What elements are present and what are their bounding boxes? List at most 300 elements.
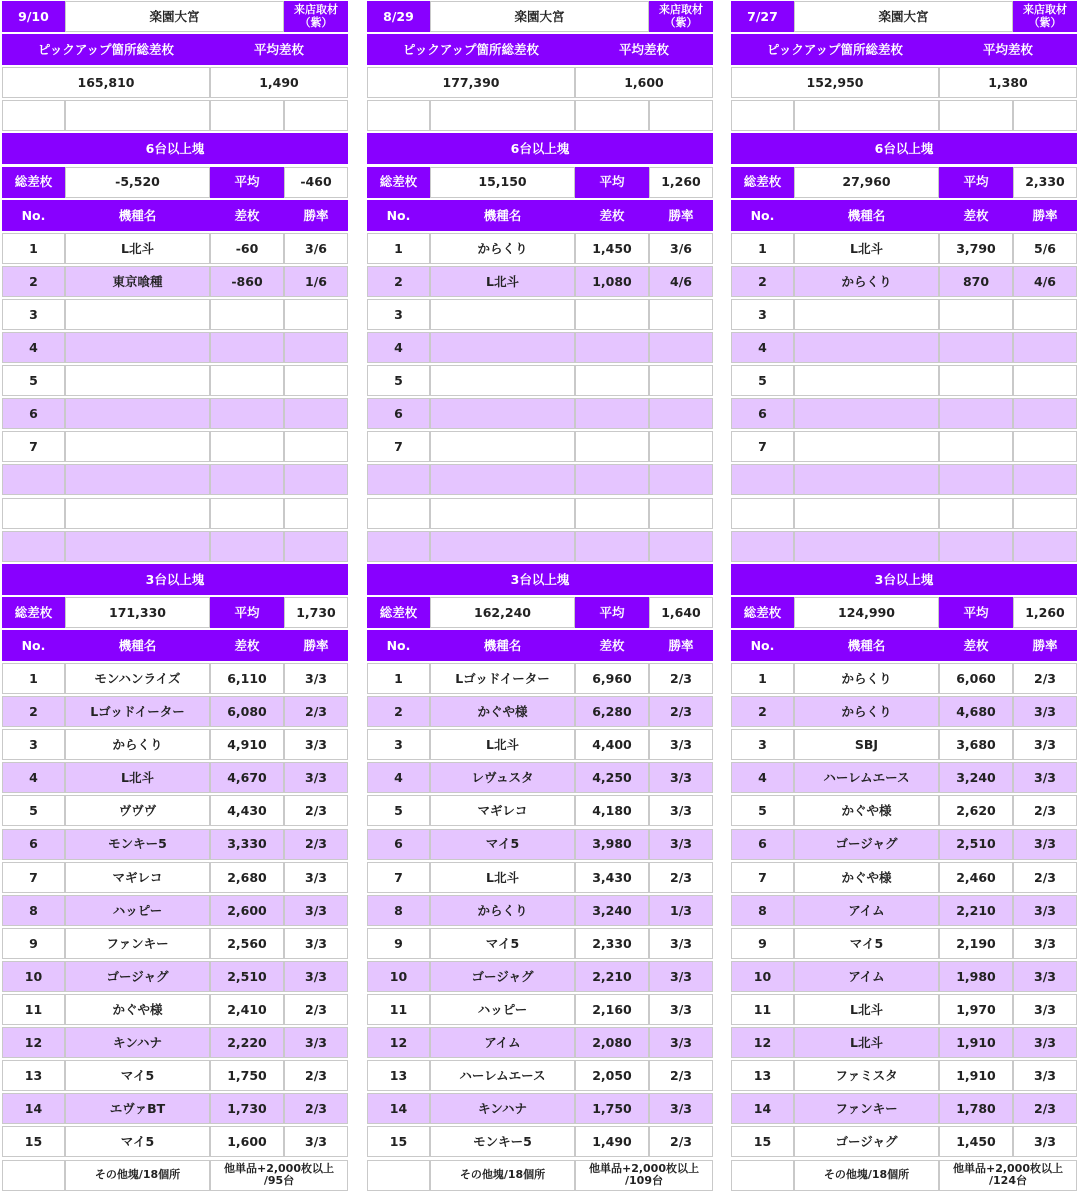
blank-cell (2, 1160, 65, 1191)
blank-cell (210, 498, 284, 529)
row-no: 1 (731, 233, 794, 264)
blank-cell (284, 100, 348, 131)
six-table-row (367, 265, 713, 298)
six-table-row (731, 497, 1077, 530)
row-no: 2 (2, 266, 65, 297)
six-avg-label: 平均 (210, 167, 284, 198)
blank-cell (939, 531, 1013, 562)
six-total-value: 27,960 (794, 167, 939, 198)
six-table-row (731, 397, 1077, 430)
six-section-title: 6台以上塊 (367, 133, 713, 164)
blank-cell (2, 498, 65, 529)
three-table-row (731, 1026, 1077, 1059)
row-diff: 2,080 (575, 1027, 649, 1058)
row-winrate: 3/3 (284, 862, 348, 893)
row-winrate: 3/3 (649, 1093, 713, 1124)
col-no: No. (2, 200, 65, 231)
row-diff: 3,330 (210, 829, 284, 860)
six-table-row (731, 232, 1077, 265)
row-winrate: 2/3 (649, 1060, 713, 1091)
row-winrate: 3/3 (1013, 762, 1077, 793)
row-winrate: 3/3 (1013, 696, 1077, 727)
col-diff: 差枚 (939, 630, 1013, 661)
col-no: No. (2, 630, 65, 661)
row-no: 9 (367, 928, 430, 959)
section-header-three (367, 563, 713, 596)
pickup-avg-value: 1,490 (210, 67, 348, 98)
three-total-value: 124,990 (794, 597, 939, 628)
row-machine: からくり (794, 266, 939, 297)
row-diff: 4,250 (575, 762, 649, 793)
row-winrate: 4/6 (649, 266, 713, 297)
three-table-row (2, 761, 348, 794)
blank-cell (575, 100, 649, 131)
six-total-value: 15,150 (430, 167, 575, 198)
row-machine: からくり (794, 696, 939, 727)
col-winrate: 勝率 (284, 630, 348, 661)
row-diff: 1,750 (210, 1060, 284, 1091)
row-machine: ファミスタ (794, 1060, 939, 1091)
row-winrate: 2/3 (1013, 1093, 1077, 1124)
row-winrate: 1/3 (649, 895, 713, 926)
row-machine: ハーレムエース (794, 762, 939, 793)
blank-cell (731, 1160, 794, 1191)
row-no: 14 (367, 1093, 430, 1124)
row-diff: 1,490 (575, 1126, 649, 1157)
six-table-row (731, 331, 1077, 364)
three-summary-row (367, 596, 713, 629)
row-diff: 6,110 (210, 663, 284, 694)
row-winrate: 3/3 (284, 1126, 348, 1157)
row-winrate (284, 299, 348, 330)
row-machine: ゴージャグ (794, 829, 939, 860)
three-total-label: 総差枚 (367, 597, 430, 628)
row-no: 14 (2, 1093, 65, 1124)
visit-tag: 来店取材 （紫） (1013, 1, 1077, 32)
blank-cell (65, 531, 210, 562)
blank-cell (575, 498, 649, 529)
row-diff: 6,280 (575, 696, 649, 727)
col-diff: 差枚 (210, 200, 284, 231)
row-no: 13 (367, 1060, 430, 1091)
row-machine: ゴージャグ (794, 1126, 939, 1157)
blank-row (2, 99, 348, 132)
row-no: 1 (2, 233, 65, 264)
row-winrate: 3/3 (1013, 729, 1077, 760)
row-machine: L北斗 (430, 266, 575, 297)
six-total-value: -5,520 (65, 167, 210, 198)
row-machine (430, 431, 575, 462)
six-avg-label: 平均 (575, 167, 649, 198)
row-winrate: 3/3 (649, 994, 713, 1025)
visit-tag: 来店取材 （紫） (284, 1, 348, 32)
six-table-row (2, 430, 348, 463)
row-diff: 2,460 (939, 862, 1013, 893)
row-winrate (284, 398, 348, 429)
three-table-row (731, 1092, 1077, 1125)
row-machine: キンハナ (65, 1027, 210, 1058)
row-diff (210, 299, 284, 330)
six-table-row (731, 430, 1077, 463)
six-table-row (367, 430, 713, 463)
row-machine: レヴュスタ (430, 762, 575, 793)
three-total-label: 総差枚 (731, 597, 794, 628)
row-machine (794, 365, 939, 396)
three-table-row (367, 761, 713, 794)
blank-cell (430, 464, 575, 495)
pickup-total-label: ピックアップ箇所総差枚 (367, 34, 575, 65)
row-diff: 2,190 (939, 928, 1013, 959)
three-section-title: 3台以上塊 (367, 564, 713, 595)
blank-cell (367, 1160, 430, 1191)
row-winrate: 2/3 (284, 1093, 348, 1124)
row-no: 1 (367, 663, 430, 694)
three-table-row (2, 728, 348, 761)
six-table-row (367, 530, 713, 563)
row-machine: キンハナ (430, 1093, 575, 1124)
pickup-total-label: ピックアップ箇所総差枚 (2, 34, 210, 65)
store-name: 楽園大宮 (65, 1, 284, 32)
pickup-total-label: ピックアップ箇所総差枚 (731, 34, 939, 65)
row-winrate: 3/3 (649, 762, 713, 793)
three-summary-row (2, 596, 348, 629)
six-summary-row (2, 166, 348, 199)
six-table-row (2, 364, 348, 397)
row-machine: L北斗 (794, 1027, 939, 1058)
row-machine: かぐや様 (65, 994, 210, 1025)
col-diff: 差枚 (210, 630, 284, 661)
row-winrate (1013, 299, 1077, 330)
six-table-row (2, 232, 348, 265)
six-total-label: 総差枚 (367, 167, 430, 198)
footer-other: その他塊/18個所 (794, 1160, 939, 1191)
six-total-label: 総差枚 (731, 167, 794, 198)
row-no: 15 (731, 1126, 794, 1157)
three-table-row (367, 662, 713, 695)
row-machine: ヴヴヴ (65, 795, 210, 826)
footer-row (367, 1159, 713, 1192)
blank-cell (1013, 464, 1077, 495)
three-table-row (731, 828, 1077, 861)
row-diff (575, 431, 649, 462)
row-winrate: 1/6 (284, 266, 348, 297)
three-table-row (731, 662, 1077, 695)
row-winrate: 3/6 (649, 233, 713, 264)
section-header-three (2, 563, 348, 596)
row-winrate: 2/3 (1013, 663, 1077, 694)
row-winrate: 4/6 (1013, 266, 1077, 297)
row-winrate: 2/3 (284, 829, 348, 860)
row-winrate: 3/3 (284, 961, 348, 992)
three-table-row (2, 794, 348, 827)
row-machine: L北斗 (430, 729, 575, 760)
three-table-row (367, 1026, 713, 1059)
six-section-title: 6台以上塊 (2, 133, 348, 164)
row-diff: -860 (210, 266, 284, 297)
six-avg-value: 1,260 (649, 167, 713, 198)
row-no: 4 (367, 332, 430, 363)
blank-cell (284, 531, 348, 562)
row-diff: 1,080 (575, 266, 649, 297)
blank-cell (649, 100, 713, 131)
three-column-header (367, 629, 713, 662)
row-diff: 1,600 (210, 1126, 284, 1157)
row-no: 3 (367, 729, 430, 760)
blank-cell (210, 531, 284, 562)
row-machine: 東京喰種 (65, 266, 210, 297)
section-header-three (731, 563, 1077, 596)
three-avg-value: 1,730 (284, 597, 348, 628)
row-winrate: 3/6 (284, 233, 348, 264)
row-machine: マギレコ (65, 862, 210, 893)
row-no: 5 (367, 365, 430, 396)
three-avg-value: 1,640 (649, 597, 713, 628)
date-label: 7/27 (731, 1, 794, 32)
row-no: 4 (731, 332, 794, 363)
row-diff: 4,430 (210, 795, 284, 826)
three-table-row (367, 1092, 713, 1125)
row-diff: 3,240 (575, 895, 649, 926)
row-no: 11 (731, 994, 794, 1025)
blank-cell (939, 100, 1013, 131)
row-no: 6 (731, 398, 794, 429)
six-table-row (2, 530, 348, 563)
three-avg-value: 1,260 (1013, 597, 1077, 628)
row-winrate (1013, 365, 1077, 396)
row-machine (794, 398, 939, 429)
row-diff: 3,980 (575, 829, 649, 860)
row-no: 3 (2, 729, 65, 760)
row-machine: ファンキー (794, 1093, 939, 1124)
row-winrate (649, 332, 713, 363)
pickup-total-value: 177,390 (367, 67, 575, 98)
col-winrate: 勝率 (649, 200, 713, 231)
pickup-avg-value: 1,600 (575, 67, 713, 98)
three-table-row (2, 662, 348, 695)
row-no: 8 (731, 895, 794, 926)
col-no: No. (731, 630, 794, 661)
six-column-header (367, 199, 713, 232)
row-machine: マイ5 (430, 829, 575, 860)
row-no: 5 (2, 365, 65, 396)
row-diff (939, 299, 1013, 330)
footer-other: その他塊/18個所 (65, 1160, 210, 1191)
col-machine: 機種名 (65, 200, 210, 231)
row-no: 6 (367, 829, 430, 860)
blank-cell (210, 100, 284, 131)
pickup-avg-value: 1,380 (939, 67, 1077, 98)
store-name: 楽園大宮 (430, 1, 649, 32)
row-machine (430, 365, 575, 396)
row-machine: Lゴッドイーター (65, 696, 210, 727)
row-no: 2 (731, 696, 794, 727)
row-winrate: 2/3 (1013, 795, 1077, 826)
three-table-row (2, 1092, 348, 1125)
row-diff: 2,600 (210, 895, 284, 926)
three-table-row (2, 927, 348, 960)
three-table-row (2, 1026, 348, 1059)
six-avg-value: 2,330 (1013, 167, 1077, 198)
three-section-title: 3台以上塊 (2, 564, 348, 595)
pickup-avg-label: 平均差枚 (575, 34, 713, 65)
row-diff: 1,780 (939, 1093, 1013, 1124)
col-winrate: 勝率 (1013, 200, 1077, 231)
col-diff: 差枚 (575, 200, 649, 231)
row-diff: 1,450 (575, 233, 649, 264)
col-winrate: 勝率 (649, 630, 713, 661)
row-winrate: 3/3 (284, 762, 348, 793)
six-section-title: 6台以上塊 (731, 133, 1077, 164)
row-no: 7 (367, 431, 430, 462)
six-table-row (367, 463, 713, 496)
row-no: 12 (731, 1027, 794, 1058)
three-table-row (367, 695, 713, 728)
three-table-row (731, 861, 1077, 894)
row-diff: 2,050 (575, 1060, 649, 1091)
section-header-six (2, 132, 348, 165)
row-diff: 2,560 (210, 928, 284, 959)
row-winrate: 3/3 (1013, 895, 1077, 926)
blank-cell (430, 100, 575, 131)
row-diff: 1,970 (939, 994, 1013, 1025)
row-winrate: 3/3 (284, 729, 348, 760)
blank-cell (575, 464, 649, 495)
row-winrate: 3/3 (649, 795, 713, 826)
row-no: 15 (367, 1126, 430, 1157)
six-table-row (731, 298, 1077, 331)
section-header-six (367, 132, 713, 165)
col-machine: 機種名 (65, 630, 210, 661)
three-total-label: 総差枚 (2, 597, 65, 628)
row-diff: 2,680 (210, 862, 284, 893)
row-diff (939, 365, 1013, 396)
row-machine: Lゴッドイーター (430, 663, 575, 694)
row-diff: 2,210 (575, 961, 649, 992)
three-table-row (731, 993, 1077, 1026)
blank-cell (65, 498, 210, 529)
row-winrate: 3/3 (1013, 1027, 1077, 1058)
row-no: 10 (2, 961, 65, 992)
three-section-title: 3台以上塊 (731, 564, 1077, 595)
row-diff: 3,680 (939, 729, 1013, 760)
row-diff: 1,910 (939, 1027, 1013, 1058)
row-diff: 1,910 (939, 1060, 1013, 1091)
three-total-value: 171,330 (65, 597, 210, 628)
three-table-row (731, 695, 1077, 728)
row-winrate: 3/3 (649, 1027, 713, 1058)
row-winrate: 3/3 (1013, 928, 1077, 959)
row-machine: モンハンライズ (65, 663, 210, 694)
three-avg-label: 平均 (575, 597, 649, 628)
row-machine: かぐや様 (794, 862, 939, 893)
six-table-row (731, 463, 1077, 496)
row-machine (794, 431, 939, 462)
row-winrate: 2/3 (284, 795, 348, 826)
blank-cell (284, 498, 348, 529)
row-diff: 1,730 (210, 1093, 284, 1124)
blank-cell (367, 464, 430, 495)
three-table-row (2, 894, 348, 927)
col-diff: 差枚 (939, 200, 1013, 231)
row-diff: 3,430 (575, 862, 649, 893)
row-machine: L北斗 (65, 762, 210, 793)
row-winrate (284, 431, 348, 462)
row-machine: マイ5 (430, 928, 575, 959)
row-winrate: 3/3 (284, 928, 348, 959)
pickup-total-value: 152,950 (731, 67, 939, 98)
row-no: 7 (731, 431, 794, 462)
row-machine (65, 332, 210, 363)
row-diff: -60 (210, 233, 284, 264)
row-winrate: 3/3 (649, 961, 713, 992)
row-diff (575, 332, 649, 363)
six-table-row (2, 298, 348, 331)
row-no: 7 (2, 431, 65, 462)
three-total-value: 162,240 (430, 597, 575, 628)
six-table-row (367, 331, 713, 364)
row-machine (794, 299, 939, 330)
row-diff: 4,670 (210, 762, 284, 793)
date-label: 9/10 (2, 1, 65, 32)
row-winrate (284, 365, 348, 396)
row-winrate (649, 398, 713, 429)
row-no: 6 (367, 398, 430, 429)
three-table-row (367, 960, 713, 993)
three-table-row (2, 828, 348, 861)
six-table-row (367, 364, 713, 397)
row-no: 5 (731, 795, 794, 826)
row-winrate (1013, 332, 1077, 363)
blank-cell (1013, 531, 1077, 562)
three-table-row (2, 1125, 348, 1158)
row-winrate: 3/3 (284, 895, 348, 926)
row-no: 2 (367, 266, 430, 297)
row-machine: マイ5 (794, 928, 939, 959)
pickup-value-row (367, 66, 713, 99)
pickup-header-row (731, 33, 1077, 66)
row-machine: モンキー5 (430, 1126, 575, 1157)
three-table-row (367, 1059, 713, 1092)
row-diff (210, 332, 284, 363)
row-no: 15 (2, 1126, 65, 1157)
row-winrate (649, 365, 713, 396)
row-machine: L北斗 (794, 233, 939, 264)
three-table-row (367, 794, 713, 827)
row-winrate: 2/3 (1013, 862, 1077, 893)
six-table-row (2, 497, 348, 530)
row-diff: 3,240 (939, 762, 1013, 793)
blank-cell (939, 498, 1013, 529)
row-machine: L北斗 (65, 233, 210, 264)
blank-cell (731, 531, 794, 562)
col-machine: 機種名 (430, 630, 575, 661)
row-machine (430, 332, 575, 363)
three-avg-label: 平均 (210, 597, 284, 628)
row-no: 8 (2, 895, 65, 926)
row-no: 11 (367, 994, 430, 1025)
row-diff: 1,750 (575, 1093, 649, 1124)
row-machine: からくり (430, 895, 575, 926)
six-table-row (2, 331, 348, 364)
blank-row (731, 99, 1077, 132)
blank-cell (430, 498, 575, 529)
section-header-six (731, 132, 1077, 165)
row-machine: アイム (794, 961, 939, 992)
row-diff: 2,210 (939, 895, 1013, 926)
row-winrate: 3/3 (649, 729, 713, 760)
row-machine (65, 431, 210, 462)
three-table-row (731, 794, 1077, 827)
